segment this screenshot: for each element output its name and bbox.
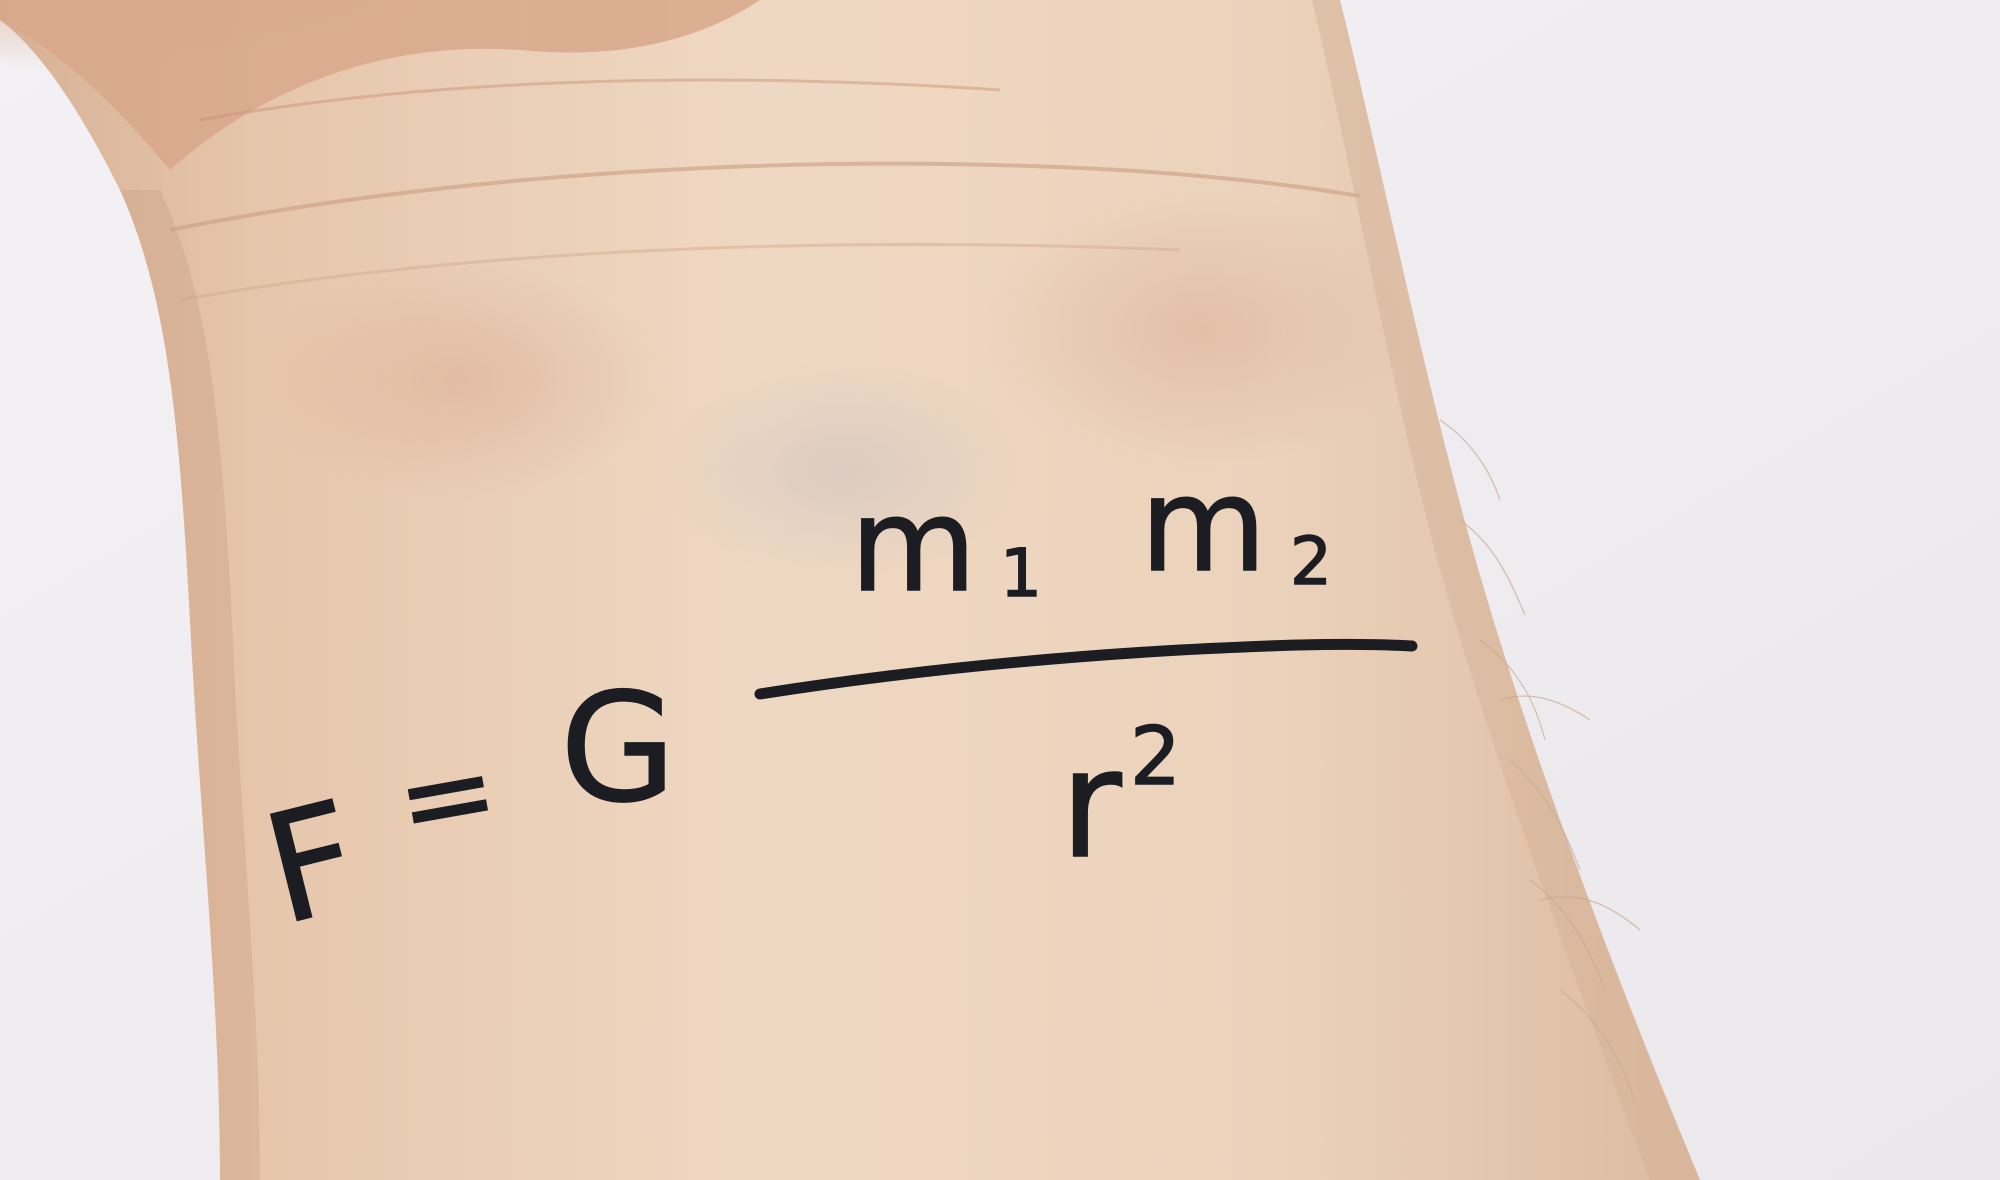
formula-force-letter: F: [249, 769, 376, 959]
formula-mass-2-subscript: 2: [1290, 523, 1332, 600]
formula-mass-1-subscript: 1: [1000, 535, 1042, 612]
formula-gravitational-constant: G: [560, 662, 677, 836]
formula-equals-sign: =: [386, 719, 508, 873]
skin-patch: [980, 190, 1420, 470]
formula-distance: r: [1060, 718, 1122, 892]
formula-distance-exponent: 2: [1130, 710, 1181, 803]
formula-mass-1: m: [850, 469, 977, 621]
skin-patch: [250, 260, 670, 500]
formula-mass-2: m: [1140, 449, 1267, 601]
